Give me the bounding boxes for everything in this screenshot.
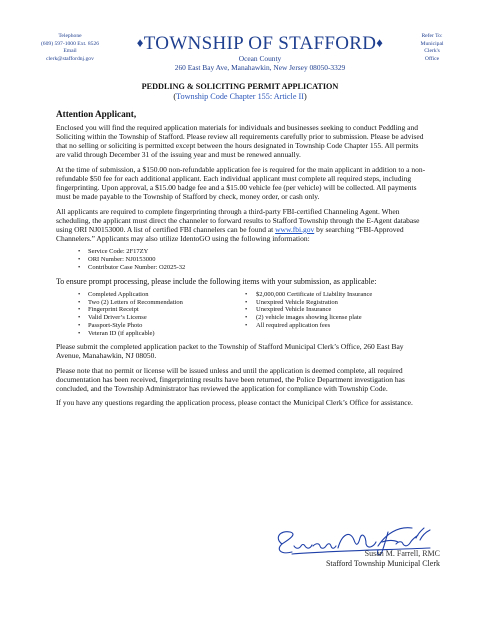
list-item: • Passport-Style Photo — [56, 322, 242, 330]
code-paren-close: ) — [303, 92, 307, 101]
list-item: • Unexpired Vehicle Insurance — [242, 306, 428, 314]
paragraph-fingerprinting — [56, 207, 428, 244]
required-items-left-list — [56, 291, 242, 337]
list-item: • Service Code: 2F17ZY — [56, 248, 428, 256]
diamond-right-icon: ♦ — [376, 35, 384, 50]
letterhead-refer-to — [404, 33, 460, 63]
list-item: • Fingerprint Receipt — [56, 306, 242, 314]
list-item: • Two (2) Letters of Recommendation — [56, 299, 242, 307]
signatory-name: Susan M. Farrell, RMC — [364, 549, 440, 558]
township-code-citation: Township Code Chapter 155: Article II — [176, 92, 304, 101]
letter-body — [56, 108, 428, 413]
list-item: • $2,000,000 Certificate of Liability Insurance — [242, 291, 428, 299]
letterhead-contact — [24, 33, 116, 63]
email-address: clerk@staffordnj.gov — [46, 55, 94, 62]
list-item: • All required application fees — [242, 322, 428, 330]
code-paren-open: ( — [173, 92, 177, 101]
paragraph-submission: Please submit the completed application packet to the Township of Stafford Municipal Clerk’s Office, 260 East Bay Avenue, Manahawkin, NJ 08050. — [56, 342, 404, 361]
fingerprinting-text-end: by searching “FBI-Approved Channelers.” Applicants may also utilize IdentoGO using the following information: — [56, 224, 404, 244]
refer-line-3: Clerk's — [424, 48, 440, 55]
application-code-reference — [40, 92, 440, 102]
required-items-left-column — [56, 291, 242, 337]
list-item: • Valid Driver’s License — [56, 314, 242, 322]
paragraph-permit-notice: Please note that no permit or license will be issued unless and until the application is deemed complete, all required documentation has been received, fingerprinting results have been returned, the Police Department investigation has concluded, and the Township Administrator has reviewed the application for compliance with Township Code. — [56, 365, 405, 394]
list-item: • Contributor Case Number: O2025-32 — [56, 264, 428, 272]
application-title: PEDDLING & SOLICITING PERMIT APPLICATION — [141, 82, 339, 91]
township-address: 260 East Bay Ave, Manahawkin, New Jersey 08050-3329 — [174, 63, 346, 72]
paragraph-items-intro: To ensure prompt processing, please include the following items with your submission, as applicable: — [56, 276, 377, 286]
identogo-codes-list — [56, 248, 428, 271]
greeting: Attention Applicant, — [56, 109, 137, 119]
paragraph-fees: At the time of submission, a $150.00 non-refundable application fee is required for the main applicant in addition to a non-refundable $50 fee for each additional applicant. Each individual applicant must complete all required steps, including fingerprinting. Upon approval, a $15.00 badge fee and a $15.00 vehicle fee (per vehicle) will be collected. All payments must be made payable to the Township of Stafford by check, money order, or cash only. — [56, 164, 426, 202]
township-name: TOWNSHIP OF STAFFORD — [143, 33, 377, 54]
paragraph-contact: If you have any questions regarding the application process, please contact the Municipal Clerk’s Office for assistance. — [56, 398, 413, 408]
fbi-link[interactable]: www.fbi.gov — [275, 224, 315, 234]
list-item: • Completed Application — [56, 291, 242, 299]
refer-line-4: Office — [424, 55, 440, 62]
paragraph-intro: Enclosed you will find the required application materials for individuals and businesses seeking to conduct Peddling and Soliciting within the Township of Stafford. Please review all requirements carefully prior to submission. Please be advised that no selling or soliciting is permitted except between the hours designated in Township Code Chapter 155. All permits are valid through December 31 of the issuing year and must be renewed annually. — [56, 123, 424, 160]
required-items — [56, 291, 428, 337]
required-items-right-column — [242, 291, 428, 337]
refer-line-2: Municipal — [420, 40, 444, 47]
refer-line-1: Refer To: — [421, 33, 443, 39]
signatory-title: Stafford Township Municipal Clerk — [325, 559, 440, 568]
phone-number: (609) 597-1000 Ext. 8526 — [40, 40, 100, 47]
list-item: • Veteran ID (if applicable) — [56, 330, 242, 338]
list-item: • Unexpired Vehicle Registration — [242, 299, 428, 307]
list-item: • ORI Number: NJ0153000 — [56, 256, 428, 264]
list-item: • (2) vehicle images showing license plate — [242, 314, 428, 322]
letterhead-center — [115, 33, 405, 72]
diamond-left-icon: ♦ — [136, 35, 144, 50]
required-items-right-list — [242, 291, 428, 330]
county-name: Ocean County — [238, 54, 282, 63]
phone-label: Telephone — [58, 33, 82, 39]
fingerprinting-text: All applicants are required to complete fingerprinting through a third-party FBI-certified Channeling Agent. When scheduling, the applicant must direct the channeler to forward results to Stafford Township through the E-Agent database using ORI NJ0153000. A list of certified FBI channelers can be found at — [56, 206, 420, 234]
email-label: Email — [63, 48, 77, 55]
township-title — [115, 33, 405, 54]
